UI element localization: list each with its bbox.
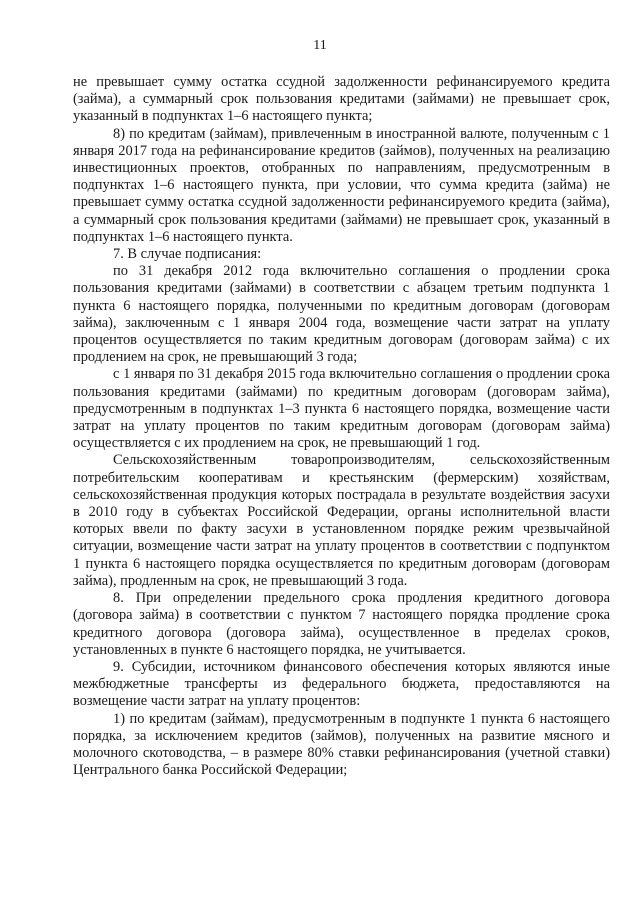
paragraph: 8) по кредитам (займам), привлеченным в иностранной валюте, полученным с 1 января 2017 года на рефинансирование кредитов (займов), полученных на реализацию инвестиционных проектов, отобранных по направлениям, предусмотренным в подпунктах 1–6 настоящего пункта, при условии, что сумма кредита (займа) не превышает сумму остатка ссудной задолженности рефинансируемого кредита (займа), а суммарный срок пользования кредитами (займами) не превышает срок, указанный в подпунктах 1–6 настоящего пункта. <box>73 125 610 245</box>
paragraph: не превышает сумму остатка ссудной задолженности рефинансируемого кредита (займа), а суммарный срок пользования кредитами (займами) не превышает срок, указанный в подпунктах 1–6 настоящего пункта; <box>73 74 610 125</box>
paragraph: 7. В случае подписания: <box>113 246 262 263</box>
paragraph: Сельскохозяйственным товаропроизводителям, сельскохозяйственным потребительским кооперативам и крестьянским (фермерским) хозяйствам, сельскохозяйственная продукция которых пострадала в результате воздействия засухи в 2010 году в субъектах Российской Федерации, органы исполнительной власти которых ввели по факту засухи в установленном порядке режим чрезвычайной ситуации, возмещение части затрат на уплату процентов в соответствии с подпунктом 1 пункта 6 настоящего порядка осуществляется по кредитным договорам (договорам займа), продленным на срок, не превышающий 3 года. <box>73 452 610 589</box>
paragraph: 8. При определении предельного срока продления кредитного договора (договора займа) в соответствии с пунктом 7 настоящего порядка продление срока кредитного договора (договора займа), осуществленное в пределах сроков, установленных в пункте 6 настоящего порядка, не учитывается. <box>73 590 610 658</box>
paragraph: с 1 января по 31 декабря 2015 года включительно соглашения о продлении срока пользования кредитами (займами) по кредитным договорам (договорам займа), предусмотренным в подпунктах 1–3 пункта 6 настоящего порядка, возмещение части затрат на уплату процентов по таким кредитным договорам (договорам займа) осуществляется с их продлением на срок, не превышающий 1 год. <box>73 366 610 452</box>
paragraph: по 31 декабря 2012 года включительно соглашения о продлении срока пользования кредитами (займами) в соответствии с абзацем третьим подпункта 1 пункта 6 настоящего порядка, полученными по кредитным договорам (договорам займа), заключенным с 1 января 2004 года, возмещение части затрат на уплату процентов осуществляется по таким кредитным договорам (договорам займа) с их продлением на срок, не превышающий 3 года; <box>73 263 610 366</box>
page-number: 11 <box>313 38 327 53</box>
paragraph: 9. Субсидии, источником финансового обеспечения которых являются иные межбюджетные трансферты из федерального бюджета, предоставляются на возмещение части затрат на уплату процентов: <box>73 658 610 710</box>
paragraph: 1) по кредитам (займам), предусмотренным в подпункте 1 пункта 6 настоящего порядка, за исключением кредитов (займов), полученных на развитие мясного и молочного скотоводства, – в размере 80% ставки рефинансирования (учетной ставки) Центрального банка Российской Федерации; <box>73 710 610 779</box>
document-body <box>73 74 610 779</box>
